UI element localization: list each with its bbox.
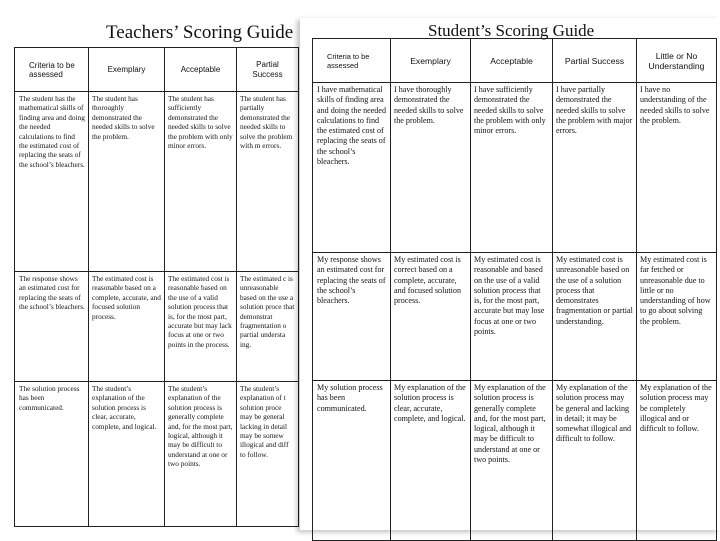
header-criteria: Criteria to be assessed — [313, 39, 391, 83]
criteria-cell: The student has the mathematical skills of finding area and doing the needed calculations to find the estimated cost of replacing the seats of the school’s bleachers. — [15, 92, 89, 272]
header-partial-success: Partial Success — [237, 48, 299, 92]
acceptable-cell: The estimated cost is reasonable based on the use of a valid solution process that is, for the most part, accurate but may lack focus at one or two points in the process. — [165, 272, 237, 382]
teachers-scoring-guide-sheet — [0, 0, 300, 530]
partial-cell: The student has partially demonstrated the needed skills to solve the problem with m errors. — [237, 92, 299, 272]
exemplary-cell: I have thoroughly demonstrated the needed skills to solve the problem. — [391, 83, 471, 253]
criteria-cell: My solution process has been communicated. — [313, 381, 391, 541]
partial-cell: My explanation of the solution process may be general and lacking in detail; it may be somewhat illogical and difficult to follow. — [553, 381, 637, 541]
little-understanding-cell: My explanation of the solution process may be completely illogical and or difficult to follow. — [637, 381, 717, 541]
header-partial-success: Partial Success — [553, 39, 637, 83]
exemplary-cell: The student has thoroughly demonstrated the needed skills to solve the problem. — [89, 92, 165, 272]
table-header-row — [15, 48, 299, 92]
teachers-rubric-table — [14, 47, 299, 527]
table-row — [313, 381, 717, 541]
table-row — [15, 272, 299, 382]
exemplary-cell: The estimated cost is reasonable based on a complete, accurate, and focused solution process. — [89, 272, 165, 382]
criteria-cell: The response shows an estimated cost for replacing the seats of the school’s bleachers. — [15, 272, 89, 382]
table-row — [15, 92, 299, 272]
table-row — [313, 253, 717, 381]
teachers-guide-title: Teachers’ Scoring Guide — [106, 22, 294, 43]
exemplary-cell: My explanation of the solution process is clear, accurate, complete, and logical. — [391, 381, 471, 541]
criteria-cell: The solution process has been communicated. — [15, 382, 89, 527]
partial-cell: My estimated cost is unreasonable based on the use of a solution process that demonstrates fragmentation or partial understanding. — [553, 253, 637, 381]
header-acceptable: Acceptable — [165, 48, 237, 92]
partial-cell: I have partially demonstrated the needed skills to solve the problem with major errors. — [553, 83, 637, 253]
little-understanding-cell: I have no understanding of the needed skills to solve the problem. — [637, 83, 717, 253]
header-acceptable: Acceptable — [471, 39, 553, 83]
header-little-or-no-understanding: Little or No Understanding — [637, 39, 717, 83]
acceptable-cell: I have sufficiently demonstrated the needed skills to solve the problem with only minor errors. — [471, 83, 553, 253]
partial-cell: The estimated c is unreasonable based on the use a solution proce that demonstrat fragmentation o partial understa ing. — [237, 272, 299, 382]
acceptable-cell: My explanation of the solution process is generally complete and, for the most part, logical, although it may be difficult to understand at one or two points. — [471, 381, 553, 541]
acceptable-cell: The student’s explanation of the solution process is generally complete and, for the most part, logical, although it may be difficult to understand at one or two points. — [165, 382, 237, 527]
little-understanding-cell: My estimated cost is far fetched or unreasonable due to little or no understanding of how to go about solving the problem. — [637, 253, 717, 381]
table-header-row — [313, 39, 717, 83]
table-row — [313, 83, 717, 253]
criteria-cell: My response shows an estimated cost for replacing the seats of the school’s bleachers. — [313, 253, 391, 381]
acceptable-cell: My estimated cost is reasonable and based on the use of a valid solution process that is, for the most part, accurate but may lose focus at one or two points. — [471, 253, 553, 381]
partial-cell: The student’s explanation of t solution proce may be general lacking in detail may be somew illogical and diff to follow. — [237, 382, 299, 527]
header-exemplary: Exemplary — [391, 39, 471, 83]
acceptable-cell: The student has sufficiently demonstrated the needed skills to solve the problem with only minor errors. — [165, 92, 237, 272]
students-scoring-guide-sheet — [300, 18, 720, 530]
header-criteria: Criteria to be assessed — [15, 48, 89, 92]
students-guide-title: Student’s Scoring Guide — [428, 21, 595, 40]
exemplary-cell: The student’s explanation of the solution process is clear, accurate, complete, and logical. — [89, 382, 165, 527]
students-rubric-table — [312, 38, 717, 541]
header-exemplary: Exemplary — [89, 48, 165, 92]
exemplary-cell: My estimated cost is correct based on a complete, accurate, and focused solution process. — [391, 253, 471, 381]
table-row — [15, 382, 299, 527]
criteria-cell: I have mathematical skills of finding area and doing the needed calculations to find the estimated cost of replacing the seats of the school’s bleachers. — [313, 83, 391, 253]
